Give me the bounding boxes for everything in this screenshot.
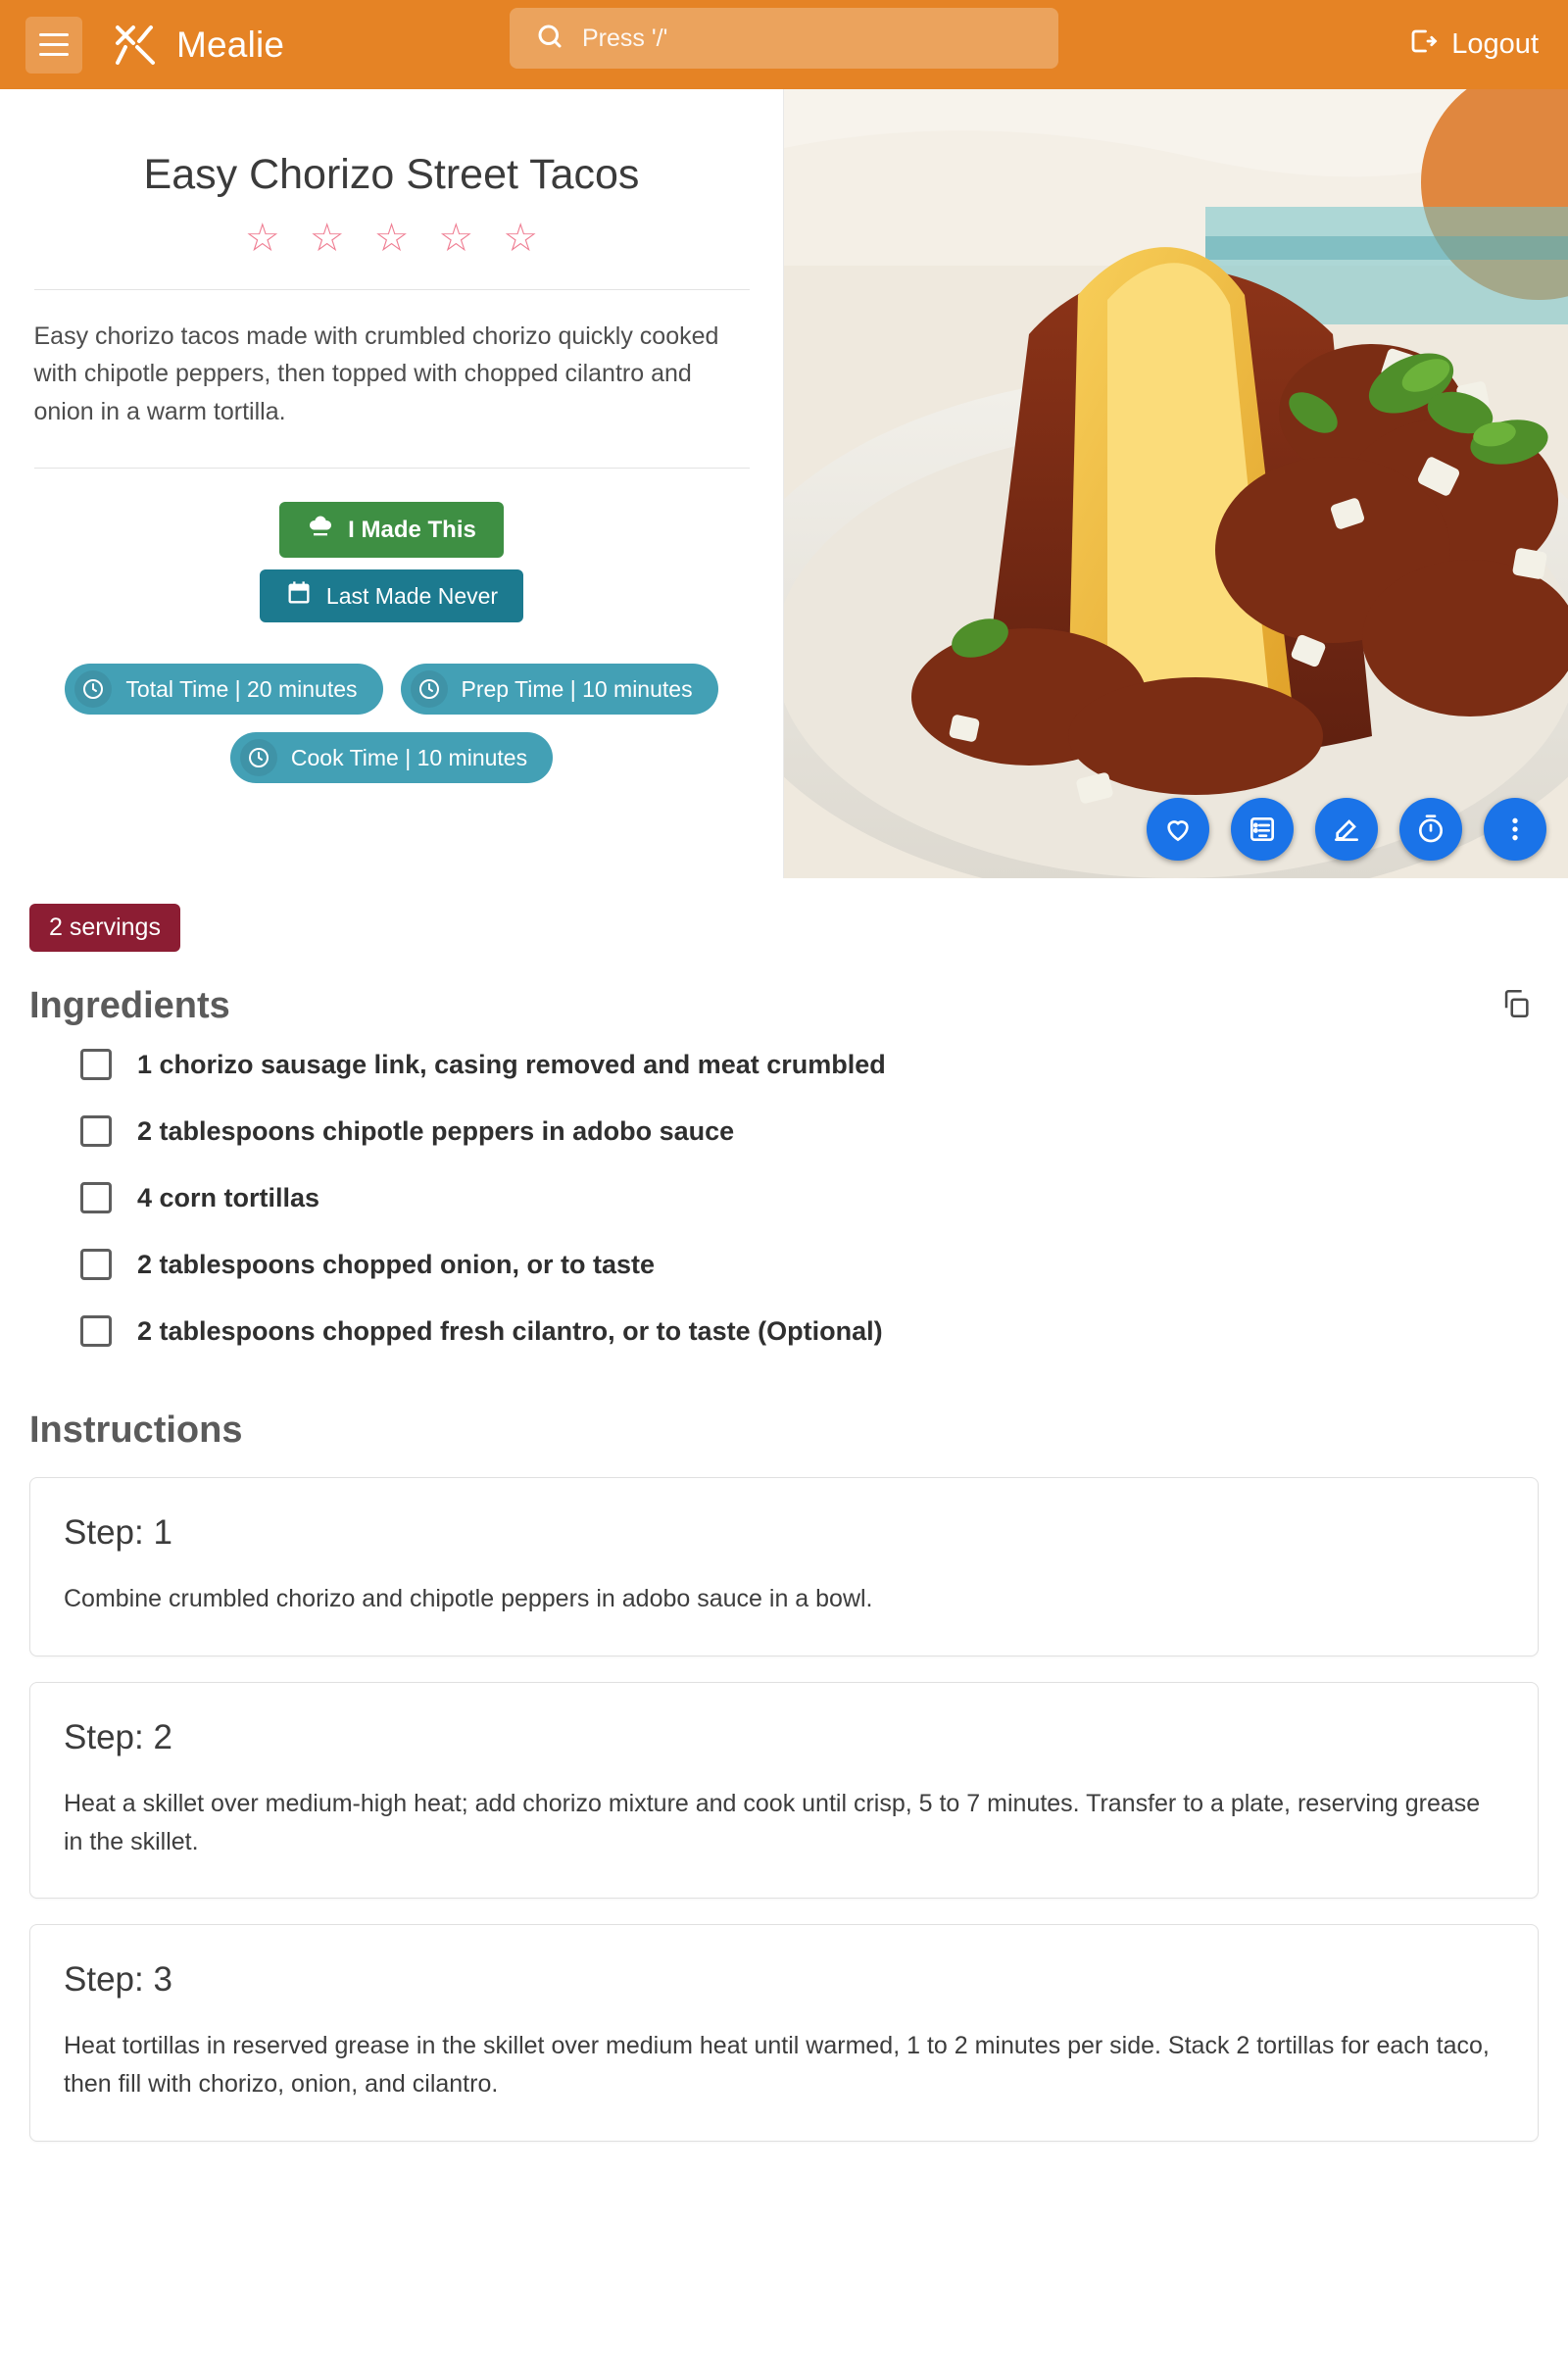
prep-time-chip[interactable] bbox=[401, 664, 718, 715]
chef-hat-icon bbox=[307, 513, 334, 547]
heart-icon[interactable] bbox=[1147, 798, 1209, 861]
logout-button[interactable] bbox=[1408, 26, 1539, 64]
recipe-image-graphic bbox=[784, 89, 1568, 878]
star-2[interactable]: ☆ bbox=[309, 216, 345, 260]
instruction-step[interactable] bbox=[29, 1682, 1539, 1900]
star-3[interactable]: ☆ bbox=[373, 216, 410, 260]
step-label: Step: 1 bbox=[64, 1513, 172, 1552]
instruction-step[interactable] bbox=[29, 1477, 1539, 1656]
ingredient-checkbox[interactable] bbox=[80, 1049, 112, 1080]
ingredient-checkbox[interactable] bbox=[80, 1249, 112, 1280]
list-item[interactable] bbox=[29, 1031, 1539, 1098]
recipe-hero bbox=[0, 89, 1568, 878]
ingredient-label: 1 chorizo sausage link, casing removed and meat crumbled bbox=[137, 1049, 886, 1079]
page-title: Easy Chorizo Street Tacos bbox=[143, 151, 640, 198]
fork-knife-icon bbox=[112, 22, 159, 69]
total-time-chip[interactable] bbox=[65, 664, 382, 715]
cook-time-chip[interactable] bbox=[230, 732, 553, 783]
logout-icon bbox=[1408, 26, 1438, 64]
copy-icon[interactable] bbox=[1494, 981, 1539, 1031]
ingredient-label: 2 tablespoons chipotle peppers in adobo sauce bbox=[137, 1115, 735, 1146]
step-text: Heat a skillet over medium-high heat; add chorizo mixture and cook until crisp, 5 to 7 minutes. Transfer to a plate, reserving grease in the skillet. bbox=[64, 1789, 1481, 1855]
clock-icon bbox=[74, 670, 112, 708]
star-1[interactable]: ☆ bbox=[244, 216, 280, 260]
ingredient-checkbox[interactable] bbox=[80, 1115, 112, 1147]
last-made-button[interactable] bbox=[260, 569, 523, 622]
app-bar bbox=[0, 0, 1568, 89]
image-action-buttons bbox=[1147, 798, 1546, 861]
search-input[interactable] bbox=[580, 24, 1033, 54]
step-label: Step: 2 bbox=[64, 1717, 172, 1756]
list-item[interactable] bbox=[29, 1098, 1539, 1164]
recipe-summary bbox=[0, 89, 784, 878]
brand[interactable] bbox=[112, 22, 284, 69]
clock-icon bbox=[240, 739, 277, 776]
instructions-list bbox=[29, 1477, 1539, 2142]
rating-stars[interactable] bbox=[244, 216, 539, 260]
list-item[interactable] bbox=[29, 1164, 1539, 1231]
ingredient-label: 2 tablespoons chopped onion, or to taste bbox=[137, 1249, 656, 1279]
step-label: Step: 3 bbox=[64, 1960, 172, 2000]
calendar-icon bbox=[285, 579, 313, 613]
list-icon[interactable] bbox=[1231, 798, 1294, 861]
total-time-label: Total Time | 20 minutes bbox=[125, 675, 358, 702]
divider-top bbox=[34, 289, 750, 290]
recipe-image bbox=[784, 89, 1568, 878]
instruction-step[interactable] bbox=[29, 1924, 1539, 2142]
i-made-this-label: I Made This bbox=[348, 516, 476, 543]
ingredients-list bbox=[29, 1031, 1539, 1364]
last-made-label: Last Made Never bbox=[325, 582, 499, 609]
divider-bottom bbox=[34, 468, 750, 469]
brand-name: Mealie bbox=[176, 24, 285, 65]
ingredient-checkbox[interactable] bbox=[80, 1315, 112, 1347]
list-item[interactable] bbox=[29, 1231, 1539, 1298]
time-chips bbox=[29, 664, 755, 783]
clock-icon bbox=[411, 670, 448, 708]
instructions-title: Instructions bbox=[29, 1409, 243, 1451]
ingredients-title: Ingredients bbox=[29, 985, 230, 1026]
ingredients-header bbox=[29, 981, 1539, 1031]
i-made-this-button[interactable] bbox=[279, 502, 504, 558]
step-text: Combine crumbled chorizo and chipotle peppers in adobo sauce in a bowl. bbox=[64, 1585, 873, 1612]
star-4[interactable]: ☆ bbox=[438, 216, 474, 260]
recipe-description: Easy chorizo tacos made with crumbled chorizo quickly cooked with chipotle peppers, then topped with chopped cilantro and onion in a warm tortilla. bbox=[33, 321, 719, 425]
step-text: Heat tortillas in reserved grease in the skillet over medium heat until warmed, 1 to 2 minutes per side. Stack 2 tortillas for each taco, then fill with chorizo, onion, and cilantro. bbox=[64, 2032, 1490, 2098]
vertical-dots-icon[interactable] bbox=[1484, 798, 1546, 861]
action-buttons bbox=[260, 502, 523, 622]
timer-icon[interactable] bbox=[1399, 798, 1462, 861]
servings-badge[interactable]: 2 servings bbox=[29, 904, 180, 952]
cook-time-label: Cook Time | 10 minutes bbox=[290, 744, 528, 770]
star-5[interactable]: ☆ bbox=[503, 216, 539, 260]
list-item[interactable] bbox=[29, 1298, 1539, 1364]
search-icon bbox=[535, 22, 564, 56]
ingredient-checkbox[interactable] bbox=[80, 1182, 112, 1213]
ingredient-label: 2 tablespoons chopped fresh cilantro, or to taste (Optional) bbox=[137, 1315, 883, 1346]
prep-time-label: Prep Time | 10 minutes bbox=[461, 675, 693, 702]
pencil-icon[interactable] bbox=[1315, 798, 1378, 861]
hamburger-icon[interactable] bbox=[25, 17, 82, 74]
recipe-body bbox=[0, 878, 1568, 2142]
search-box[interactable] bbox=[510, 8, 1058, 69]
ingredient-label: 4 corn tortillas bbox=[137, 1182, 320, 1212]
logout-label: Logout bbox=[1451, 28, 1539, 60]
